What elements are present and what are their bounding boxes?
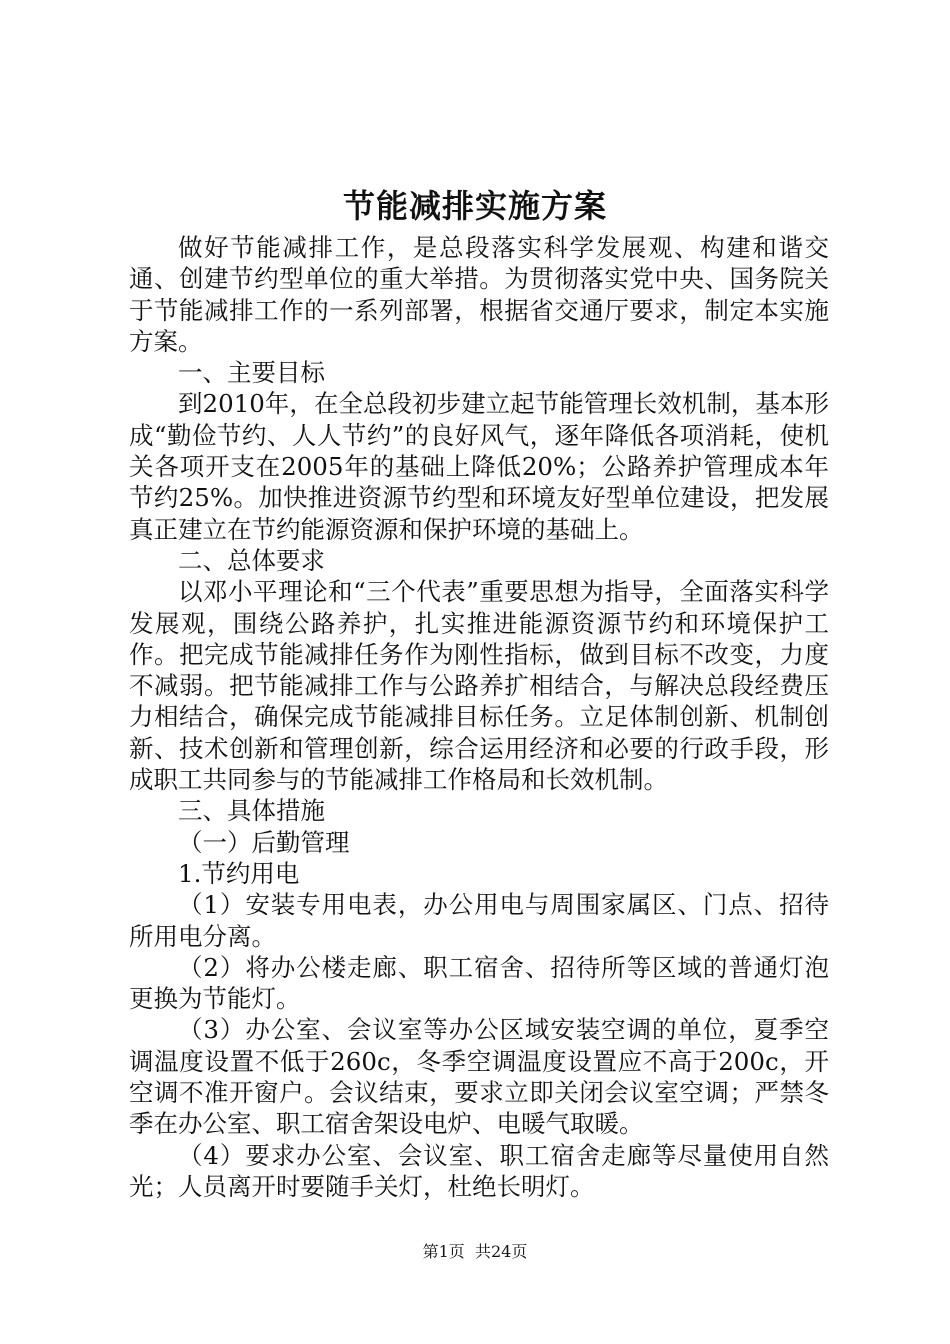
paragraph-intro: 做好节能减排工作，是总段落实科学发展观、构建和谐交通、创建节约型单位的重大举措。为贯彻落实党中央、国务院关于节能减排工作的一系列部署，根据省交通厅要求，制定本实施方案。 <box>129 233 829 356</box>
paragraph-requirements: 以邓小平理论和“三个代表”重要思想为指导，全面落实科学发展观，围绕公路养护，扎实推进能源资源节约和环境保护工作。把完成节能减排任务作为刚性指标，做到目标不改变，力度不减弱。把节能减排工作与公路养扩相结合，与解决总段经费压力相结合，确保完成节能减排目标任务。立足体制创新、机制创新、技术创新和管理创新，综合运用经济和必要的行政手段，形成职工共同参与的节能减排工作格局和长效机制。 <box>129 577 829 795</box>
page-total: 共24页 <box>474 1242 528 1261</box>
paragraph-measure-4: （4）要求办公室、会议室、职工宿舍走廊等尽量使用自然光；人员离开时要随手关灯，杜绝长明灯。 <box>129 1140 829 1201</box>
heading-overall-requirements: 二、总体要求 <box>178 545 325 575</box>
heading-save-electricity: 1.节约用电 <box>178 858 300 888</box>
page-footer <box>0 1240 950 1264</box>
document-title: 节能减排实施方案 <box>342 187 607 225</box>
heading-specific-measures: 三、具体措施 <box>178 796 325 826</box>
paragraph-measure-1: （1）安装专用电表，办公用电与周围家属区、门点、招待所用电分离。 <box>129 890 829 951</box>
heading-main-goals: 一、主要目标 <box>178 358 325 388</box>
page-number: 第1页 <box>422 1242 465 1261</box>
document-body <box>129 232 829 1202</box>
paragraph-measure-2: （2）将办公楼走廊、职工宿舍、招待所等区域的普通灯泡更换为节能灯。 <box>129 952 829 1014</box>
heading-logistics-management: （一）后勤管理 <box>178 827 350 857</box>
paragraph-goals: 到2010年，在全总段初步建立起节能管理长效机制，基本形成“勤俭节约、人人节约”的良好风气，逐年降低各项消耗，使机关各项开支在2005年的基础上降低20%；公路养护管理成本年节约25%。加快推进资源节约型和环境友好型单位建设，把发展真正建立在节约能源资源和保护环境的基础上。 <box>129 389 829 544</box>
paragraph-measure-3: （3）办公室、会议室等办公区域安装空调的单位，夏季空调温度设置不低于260c，冬季空调温度设置应不高于200c，开空调不准开窗户。会议结束，要求立即关闭会议室空调；严禁冬季在办公室、职工宿舍架设电炉、电暖气取暖。 <box>129 1015 829 1139</box>
